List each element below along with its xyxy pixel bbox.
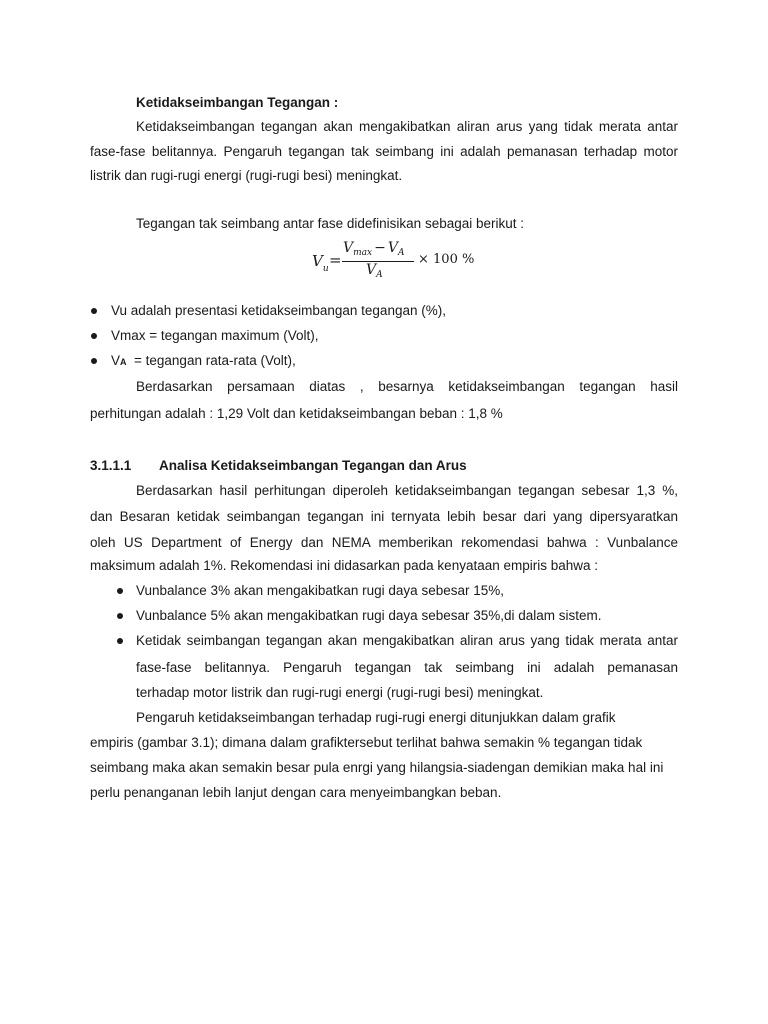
section-title: Ketidakseimbangan Tegangan :	[136, 95, 339, 110]
bullet-icon	[91, 333, 97, 339]
list-item: Vunbalance 3% akan mengakibatkan rugi daya sebesar 15%,	[136, 583, 504, 598]
paragraph-line: Pengaruh ketidakseimbangan terhadap rugi-rugi energi ditunjukkan dalam grafik	[136, 710, 616, 725]
formula-multiplier: × 100 %	[418, 252, 475, 267]
formula-lhs: $V_u$	[312, 252, 329, 274]
bullet-icon	[117, 638, 123, 644]
formula-numerator: $V_{max} - V_A$	[343, 240, 405, 258]
bullet-icon	[117, 613, 123, 619]
paragraph-line: empiris (gambar 3.1); dimana dalam grafiktersebut terlihat bahwa semakin % tegangan tidak	[90, 735, 643, 750]
paragraph-line: Berdasarkan persamaan diatas , besarnya ketidakseimbangan tegangan hasil	[136, 379, 678, 394]
list-item-line: terhadap motor listrik dan rugi-rugi energi (rugi-rugi besi) meningkat.	[136, 685, 544, 700]
paragraph-line: Berdasarkan hasil perhitungan diperoleh ketidakseimbangan tegangan sebesar 1,3 %,	[136, 483, 678, 498]
paragraph-line: listrik dan rugi-rugi energi (rugi-rugi besi) meningkat.	[90, 168, 403, 183]
list-item: Vmax = tegangan maximum (Volt),	[111, 328, 319, 343]
bullet-icon	[91, 358, 97, 364]
section-number: 3.1.1.1	[90, 458, 132, 473]
list-item: Vunbalance 5% akan mengakibatkan rugi daya sebesar 35%,di dalam sistem.	[136, 608, 602, 623]
paragraph-line: Ketidakseimbangan tegangan akan mengakibatkan aliran arus yang tidak merata antar	[136, 119, 678, 134]
paragraph-line: fase-fase belitannya. Pengaruh tegangan tak seimbang ini adalah pemanasan terhadap motor	[90, 144, 678, 159]
list-item: Vu adalah presentasi ketidakseimbangan tegangan (%),	[111, 303, 446, 318]
list-item-line: fase-fase belitannya. Pengaruh tegangan tak seimbang ini adalah pemanasan	[136, 660, 678, 675]
paragraph-line: oleh US Department of Energy dan NEMA memberikan rekomendasi bahwa : Vunbalance	[90, 535, 678, 550]
paragraph-line: perlu penanganan lebih lanjut dengan cara menyeimbangkan beban.	[90, 785, 502, 800]
formula-intro: Tegangan tak seimbang antar fase didefinisikan sebagai berikut :	[136, 216, 524, 231]
bullet-icon	[91, 308, 97, 314]
list-item: Ketidak seimbangan tegangan akan mengakibatkan aliran arus yang tidak merata antar	[136, 633, 678, 648]
paragraph-line: maksimum adalah 1%. Rekomendasi ini didasarkan pada kenyataan empiris bahwa :	[90, 558, 599, 573]
section-heading: Analisa Ketidakseimbangan Tegangan dan Arus	[159, 458, 467, 473]
formula-equals: =	[329, 251, 342, 269]
paragraph-line: perhitungan adalah : 1,29 Volt dan ketidakseimbangan beban : 1,8 %	[90, 406, 503, 421]
list-item: VA = tegangan rata-rata (Volt),	[111, 353, 296, 368]
unbalance-formula	[312, 240, 475, 284]
bullet-icon	[117, 588, 123, 594]
paragraph-line: dan Besaran ketidak seimbangan tegangan ini ternyata lebih besar dari yang dipersyaratkan	[90, 509, 678, 524]
formula-denominator: $V_A$	[366, 262, 383, 280]
paragraph-line: seimbang maka akan semakin besar pula enrgi yang hilangsia-siadengan demikian maka hal ini	[90, 760, 664, 775]
